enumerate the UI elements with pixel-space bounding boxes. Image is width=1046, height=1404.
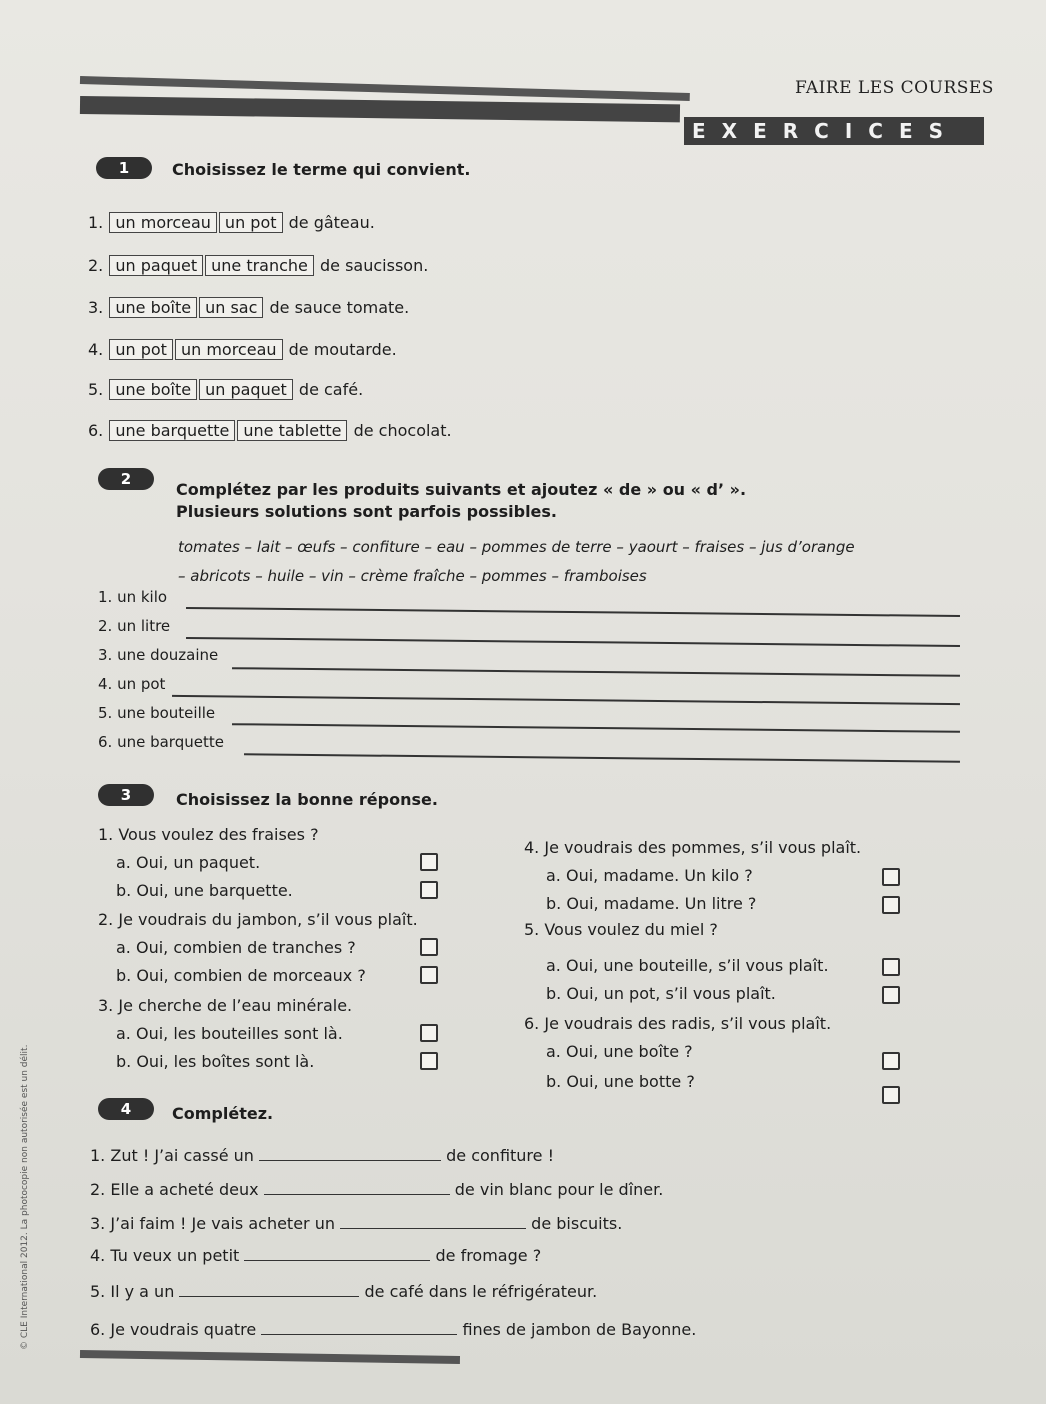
- ex4-item-text: de confiture !: [446, 1146, 554, 1165]
- exercise-4-badge: 4: [98, 1098, 154, 1120]
- ex3-q2-checkbox-a[interactable]: [420, 938, 438, 956]
- ex1-item-rest: de sauce tomate.: [269, 298, 410, 317]
- ex1-option-a[interactable]: une barquette: [109, 420, 235, 441]
- ex2-answer-line-5[interactable]: [232, 723, 960, 732]
- footer-rule: [80, 1350, 460, 1364]
- ex3-q4-answer-b: b. Oui, madame. Un litre ?: [546, 894, 757, 913]
- ex1-option-b[interactable]: une tablette: [237, 420, 347, 441]
- ex3-q3-checkbox-b[interactable]: [420, 1052, 438, 1070]
- ex1-item-6: [88, 420, 452, 441]
- item-number: 4.: [88, 340, 104, 359]
- ex3-q2-answer-a: a. Oui, combien de tranches ?: [116, 938, 356, 957]
- exercices-rule: [80, 96, 680, 122]
- ex2-item-2: 2. un litre: [98, 617, 171, 635]
- item-number: 1.: [88, 213, 104, 232]
- exercices-band: EXERCICES: [684, 117, 984, 145]
- ex3-q5-answer-b: b. Oui, un pot, s’il vous plaît.: [546, 984, 776, 1003]
- ex4-item-2: [90, 1180, 663, 1199]
- item-number: 6.: [88, 421, 104, 440]
- ex4-item-1: [90, 1146, 554, 1165]
- ex1-option-b[interactable]: un paquet: [199, 379, 293, 400]
- ex4-blank-1[interactable]: [259, 1147, 441, 1161]
- ex4-item-text: 1. Zut ! J’ai cassé un: [90, 1146, 254, 1165]
- ex4-item-text: de vin blanc pour le dîner.: [454, 1180, 664, 1199]
- ex1-item-2: [88, 255, 428, 276]
- ex4-blank-3[interactable]: [340, 1215, 526, 1229]
- ex2-item-1: 1. un kilo: [98, 588, 168, 606]
- ex3-question-4: 4. Je voudrais des pommes, s’il vous plaît.: [524, 838, 862, 857]
- ex1-item-rest: de chocolat.: [353, 421, 452, 440]
- ex3-q3-answer-a: a. Oui, les bouteilles sont là.: [116, 1024, 343, 1043]
- ex3-question-2: 2. Je voudrais du jambon, s’il vous plaît.: [98, 910, 418, 929]
- ex4-item-text: de biscuits.: [531, 1214, 623, 1233]
- exercise-3-badge: 3: [98, 784, 154, 806]
- exercise-2-badge: 2: [98, 468, 154, 490]
- ex3-q2-checkbox-b[interactable]: [420, 966, 438, 984]
- exercise-2-instruction: Complétez par les produits suivants et ajoutez « de » ou « d’ ».: [176, 480, 747, 499]
- ex2-answer-line-6[interactable]: [244, 753, 960, 762]
- ex2-answer-line-2[interactable]: [186, 637, 960, 647]
- ex1-item-3: [88, 297, 409, 318]
- ex3-q2-answer-b: b. Oui, combien de morceaux ?: [116, 966, 366, 985]
- ex3-q4-checkbox-b[interactable]: [882, 896, 900, 914]
- ex2-item-3: 3. une douzaine: [98, 646, 219, 664]
- ex3-q5-answer-a: a. Oui, une bouteille, s’il vous plaît.: [546, 956, 829, 975]
- ex3-question-6: 6. Je voudrais des radis, s’il vous plaît.: [524, 1014, 832, 1033]
- ex3-question-5: 5. Vous voulez du miel ?: [524, 920, 718, 939]
- ex4-item-text: de café dans le réfrigérateur.: [364, 1282, 598, 1301]
- ex4-item-4: [90, 1246, 541, 1265]
- ex4-item-text: 2. Elle a acheté deux: [90, 1180, 259, 1199]
- exercise-3-instruction: Choisissez la bonne réponse.: [176, 790, 438, 809]
- ex1-option-a[interactable]: un paquet: [109, 255, 203, 276]
- ex3-q3-checkbox-a[interactable]: [420, 1024, 438, 1042]
- ex3-q3-answer-b: b. Oui, les boîtes sont là.: [116, 1052, 315, 1071]
- ex4-item-text: de fromage ?: [435, 1246, 542, 1265]
- ex4-blank-2[interactable]: [264, 1181, 450, 1195]
- copyright-note: © CLE International 2012. La photocopie non autorisée est un délit.: [20, 1044, 30, 1350]
- ex1-option-b[interactable]: un sac: [199, 297, 263, 318]
- ex4-item-text: 4. Tu veux un petit: [90, 1246, 240, 1265]
- exercise-2-instruction-2: Plusieurs solutions sont parfois possibles.: [176, 502, 557, 521]
- ex1-item-rest: de gâteau.: [288, 213, 375, 232]
- ex2-answer-line-4[interactable]: [172, 695, 960, 705]
- ex4-item-text: 6. Je voudrais quatre: [90, 1320, 257, 1339]
- ex3-question-1: 1. Vous voulez des fraises ?: [98, 825, 319, 844]
- ex3-q1-answer-b: b. Oui, une barquette.: [116, 881, 293, 900]
- ex1-option-a[interactable]: une boîte: [109, 379, 197, 400]
- exercise-1-instruction: Choisissez le terme qui convient.: [172, 160, 471, 179]
- ex1-item-rest: de saucisson.: [320, 256, 429, 275]
- ex1-option-a[interactable]: un pot: [109, 339, 173, 360]
- ex3-q1-checkbox-b[interactable]: [420, 881, 438, 899]
- ex3-q5-checkbox-a[interactable]: [882, 958, 900, 976]
- ex3-q1-answer-a: a. Oui, un paquet.: [116, 853, 261, 872]
- ex1-option-b[interactable]: un morceau: [175, 339, 283, 360]
- ex1-option-b[interactable]: un pot: [219, 212, 283, 233]
- ex4-item-6: [90, 1320, 696, 1339]
- ex1-item-4: [88, 339, 397, 360]
- ex4-blank-5[interactable]: [179, 1283, 359, 1297]
- item-number: 5.: [88, 380, 104, 399]
- ex3-q4-answer-a: a. Oui, madame. Un kilo ?: [546, 866, 753, 885]
- ex4-blank-6[interactable]: [261, 1321, 457, 1335]
- ex1-option-a[interactable]: une boîte: [109, 297, 197, 318]
- ex4-item-3: [90, 1214, 622, 1233]
- page-title: FAIRE LES COURSES: [795, 78, 994, 98]
- ex3-q6-answer-a: a. Oui, une boîte ?: [546, 1042, 693, 1061]
- ex2-item-5: 5. une bouteille: [98, 704, 216, 722]
- ex1-item-5: [88, 379, 363, 400]
- ex1-option-a[interactable]: un morceau: [109, 212, 217, 233]
- ex4-item-text: 5. Il y a un: [90, 1282, 175, 1301]
- ex1-item-rest: de café.: [298, 380, 364, 399]
- word-list-line-2: – abricots – huile – vin – crème fraîche – pommes – framboises: [178, 567, 647, 585]
- ex1-option-b[interactable]: une tranche: [205, 255, 314, 276]
- ex3-q6-checkbox-a[interactable]: [882, 1052, 900, 1070]
- item-number: 3.: [88, 298, 104, 317]
- ex4-item-5: [90, 1282, 597, 1301]
- ex3-q1-checkbox-a[interactable]: [420, 853, 438, 871]
- word-list-line-1: tomates – lait – œufs – confiture – eau – pommes de terre – yaourt – fraises – jus d’orange: [178, 538, 855, 556]
- ex4-blank-4[interactable]: [244, 1247, 430, 1261]
- ex2-answer-line-1[interactable]: [186, 607, 960, 617]
- ex1-item-rest: de moutarde.: [288, 340, 397, 359]
- ex3-q6-answer-b: b. Oui, une botte ?: [546, 1072, 695, 1091]
- ex4-item-text: fines de jambon de Bayonne.: [462, 1320, 697, 1339]
- ex3-q4-checkbox-a[interactable]: [882, 868, 900, 886]
- ex3-q5-checkbox-b[interactable]: [882, 986, 900, 1004]
- ex3-question-3: 3. Je cherche de l’eau minérale.: [98, 996, 353, 1015]
- ex4-item-text: 3. J’ai faim ! Je vais acheter un: [90, 1214, 335, 1233]
- ex3-q6-checkbox-b[interactable]: [882, 1086, 900, 1104]
- exercise-4-instruction: Complétez.: [172, 1104, 274, 1123]
- ex1-item-1: [88, 212, 375, 233]
- exercise-1-badge: 1: [96, 157, 152, 179]
- ex2-item-4: 4. un pot: [98, 675, 166, 693]
- ex2-item-6: 6. une barquette: [98, 733, 224, 751]
- item-number: 2.: [88, 256, 104, 275]
- ex2-answer-line-3[interactable]: [232, 667, 960, 676]
